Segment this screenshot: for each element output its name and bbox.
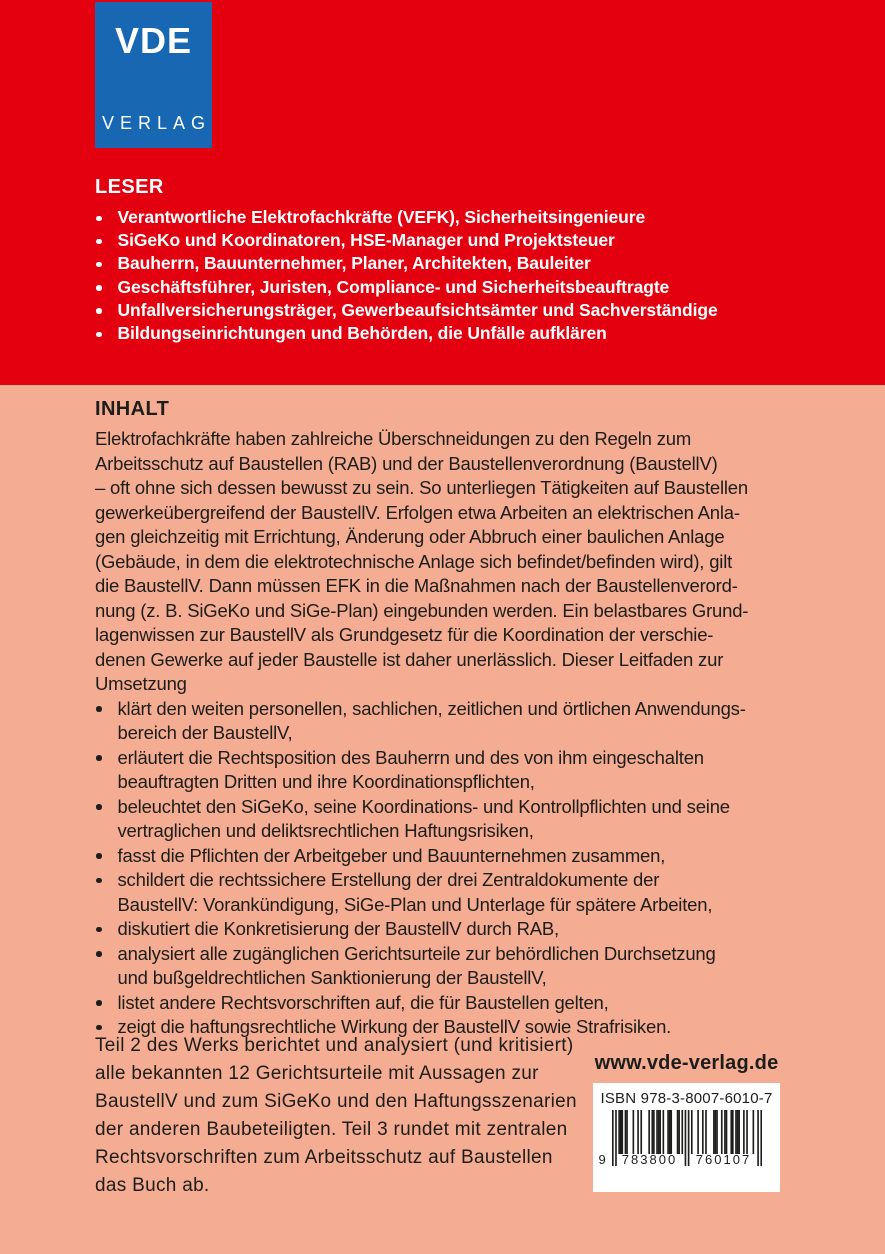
text-line: das Buch ab. (95, 1175, 210, 1196)
text-line: Rechtsvorschriften zum Arbeitsschutz auf Baustellen (95, 1147, 553, 1168)
text-line: Unfallversicherungsträger, Gewerbeaufsichtsämter und Sachverständige (117, 299, 718, 320)
publisher-website: www.vde-verlag.de (594, 1052, 779, 1074)
bullet-dot-icon (96, 755, 102, 761)
text-line: lagenwissen zur BaustellV als Grundgesetz für die Koordination der verschie- (95, 624, 714, 645)
list-item-text (118, 697, 811, 746)
teil2-paragraph (95, 1032, 590, 1200)
bullet-dot-icon (96, 308, 102, 314)
text-line: beauftragten Dritten und ihre Koordinationspflichten, (117, 771, 535, 792)
bullet-dot-icon (96, 216, 102, 222)
list-item-text (118, 746, 811, 795)
text-line: Geschäftsführer, Juristen, Compliance- und Sicherheitsbeauftragte (117, 276, 670, 297)
inhalt-section (95, 398, 810, 1040)
bullet-dot-icon (96, 853, 102, 859)
list-item-text (118, 206, 816, 229)
inhalt-heading: INHALT (95, 398, 170, 420)
vde-logo-text: VDE (114, 20, 193, 61)
list-item-text (118, 868, 811, 917)
leser-section (95, 176, 815, 345)
list-item-text (118, 991, 811, 1016)
text-line: Arbeitsschutz auf Baustellen (RAB) und der Baustellenverordnung (BaustellV) (95, 452, 718, 474)
list-item (95, 299, 815, 322)
list-item (95, 206, 815, 229)
isbn-label: ISBN 978-3-8007-6010-7 (600, 1090, 773, 1107)
text-line: SiGeKo und Koordinatoren, HSE-Manager und Projektsteuer (117, 230, 615, 251)
text-line: erläutert die Rechtsposition des Bauherrn und des von ihm eingeschalten (117, 746, 704, 768)
text-line: die BaustellV. Dann müssen EFK in die Maßnahmen nach der Baustellenverord- (95, 575, 738, 596)
text-line: der anderen Baubeteiligten. Teil 3 rundet mit zentralen (95, 1119, 568, 1140)
inhalt-list (95, 697, 810, 1040)
list-item (95, 697, 810, 746)
text-line: Teil 2 des Werks berichtet und analysiert (und kritisiert) (95, 1035, 574, 1056)
list-item-text (118, 942, 811, 991)
list-item-text (118, 276, 816, 299)
text-line: (Gebäude, in dem die elektrotechnische Anlage sich befindet/befinden wird), gilt (95, 550, 733, 572)
list-item (95, 991, 810, 1016)
list-item (95, 942, 810, 991)
barcode-digits-left: 783800 (621, 1152, 678, 1167)
text-line: vertraglichen und deliktsrechtlichen Haftungsrisiken, (117, 820, 534, 841)
list-item (95, 795, 810, 844)
list-item-text (118, 322, 816, 345)
vde-logo-verlag-text: VERLAG (101, 113, 212, 133)
list-item-text (118, 229, 816, 252)
bullet-dot-icon (96, 1025, 102, 1031)
list-item (95, 276, 815, 299)
text-line: gen gleichzeitig mit Errichtung, Änderung oder Abbruch einer baulichen Anlage (95, 526, 725, 547)
text-line: denen Gewerke auf jeder Baustelle ist daher unerlässlich. Dieser Leitfaden zur (95, 648, 724, 670)
vde-logo (95, 2, 212, 148)
list-item (95, 868, 810, 917)
text-line: klärt den weiten personellen, sachlichen, zeitlichen und örtlichen Anwendungs- (117, 697, 746, 719)
text-line: listet andere Rechtsvorschriften auf, die für Baustellen gelten, (117, 991, 609, 1013)
text-line: BaustellV und zum SiGeKo und den Haftungsszenarien (95, 1091, 577, 1112)
leser-heading: LESER (95, 176, 164, 198)
bullet-dot-icon (96, 332, 102, 338)
text-line: fasst die Pflichten der Arbeitgeber und Bauunternehmen zusammen, (117, 844, 666, 866)
bullet-dot-icon (96, 878, 102, 884)
bullet-dot-icon (96, 262, 102, 268)
list-item-text (118, 795, 811, 844)
text-line: Umsetzung (95, 673, 187, 694)
list-item (95, 917, 810, 942)
list-item-text (118, 844, 811, 869)
text-line: gewerkeübergreifend der BaustellV. Erfolgen etwa Arbeiten an elektrischen Anla- (95, 501, 740, 523)
text-line: analysiert alle zugänglichen Gerichtsurteile zur behördlichen Durchsetzung (117, 942, 716, 964)
bullet-dot-icon (96, 951, 102, 957)
bullet-dot-icon (96, 804, 102, 810)
top-red-band (0, 0, 885, 385)
text-line: alle bekannten 12 Gerichtsurteile mit Aussagen zur (95, 1063, 539, 1084)
list-item (95, 322, 815, 345)
text-line: bereich der BaustellV, (117, 722, 293, 743)
list-item (95, 252, 815, 275)
bullet-dot-icon (96, 927, 102, 933)
list-item (95, 229, 815, 252)
bullet-dot-icon (96, 706, 102, 712)
text-line: – oft ohne sich dessen bewusst zu sein. So unterliegen Tätigkeiten auf Baustellen (95, 477, 748, 498)
text-line: Bauherrn, Bauunternehmer, Planer, Architekten, Bauleiter (117, 253, 591, 274)
list-item (95, 844, 810, 869)
list-item-text (118, 917, 811, 942)
ean-barcode (598, 1110, 762, 1167)
isbn-box (593, 1083, 780, 1192)
text-line: beleuchtet den SiGeKo, seine Koordinations- und Kontrollpflichten und seine (117, 795, 730, 817)
bullet-dot-icon (96, 239, 102, 245)
inhalt-intro-paragraph (95, 427, 810, 697)
list-item-text (118, 252, 816, 275)
text-line: Elektrofachkräfte haben zahlreiche Überschneidungen zu den Regeln zum (95, 428, 692, 449)
text-line: diskutiert die Konkretisierung der BaustellV durch RAB, (117, 918, 559, 939)
list-item (95, 746, 810, 795)
text-line: nung (z. B. SiGeKo und SiGe-Plan) eingebunden werden. Ein belastbares Grund- (95, 599, 749, 621)
barcode-digits-right: 760107 (695, 1152, 752, 1167)
text-line: und bußgeldrechtlichen Sanktionierung der BaustellV, (117, 967, 547, 988)
bullet-dot-icon (96, 285, 102, 291)
text-line: zeigt die haftungsrechtliche Wirkung der BaustellV sowie Strafrisiken. (117, 1016, 672, 1037)
barcode-digit-first: 9 (598, 1152, 608, 1167)
text-line: schildert die rechtssichere Erstellung der drei Zentraldokumente der (117, 869, 660, 890)
leser-list (95, 206, 815, 345)
text-line: BaustellV: Vorankündigung, SiGe-Plan und Unterlage für spätere Arbeiten, (117, 893, 713, 915)
bullet-dot-icon (96, 1000, 102, 1006)
text-line: Bildungseinrichtungen und Behörden, die Unfälle aufklären (117, 323, 607, 344)
list-item-text (118, 299, 816, 322)
text-line: Verantwortliche Elektrofachkräfte (VEFK), Sicherheitsingenieure (117, 207, 646, 227)
